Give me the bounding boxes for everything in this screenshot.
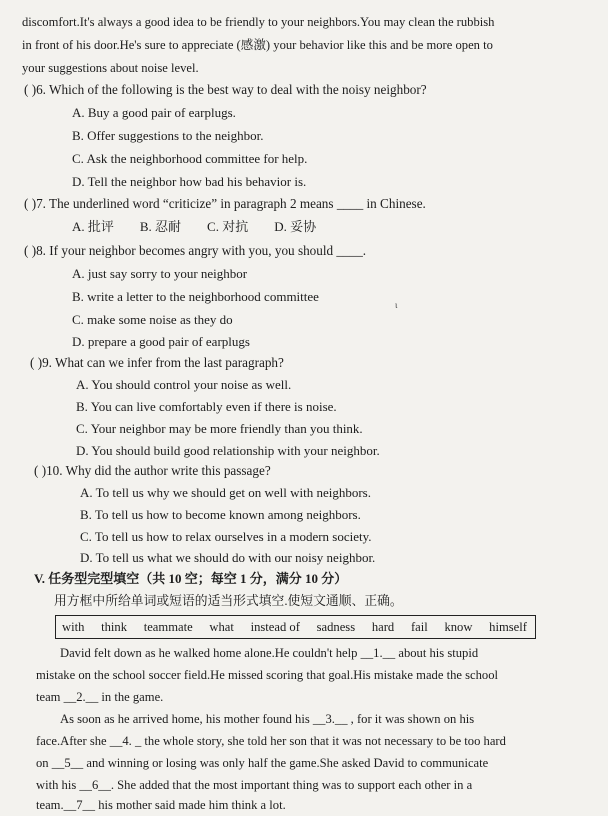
passage-line-2: in front of his door.He's sure to appreciate (感激) your behavior like this and be more open to	[22, 38, 493, 52]
stray-pen-mark: ι	[395, 300, 398, 310]
question-8-option-d: D. prepare a good pair of earplugs	[72, 334, 250, 349]
cloze-line-8: team.__7__ his mother said made him think a lot.	[36, 798, 286, 812]
question-6-stem: ( )6. Which of the following is the best way to deal with the noisy neighbor?	[24, 82, 427, 97]
cloze-line-7: with his __6__. She added that the most important thing was to support each other in a	[36, 778, 473, 792]
cloze-line-3: team __2.__ in the game.	[36, 690, 164, 704]
section-v-instruction: 用方框中所给单词或短语的适当形式填空.使短文通顺、正确。	[54, 594, 403, 608]
word-box-item: with	[62, 619, 85, 634]
question-7-stem: ( )7. The underlined word “criticize” in paragraph 2 means ____ in Chinese.	[24, 196, 426, 211]
question-7-options: A. 批评 B. 忍耐 C. 对抗 D. 妥协	[72, 219, 317, 234]
question-10-option-c: C. To tell us how to relax ourselves in a modern society.	[80, 529, 372, 544]
question-10-option-d: D. To tell us what we should do with our noisy neighbor.	[80, 550, 376, 565]
question-9-option-c: C. Your neighbor may be more friendly than you think.	[76, 421, 363, 436]
word-box-item: know	[444, 619, 473, 634]
passage-line-1: discomfort.It's always a good idea to be friendly to your neighbors.You may clean the rubbish	[22, 15, 495, 29]
question-6-option-a: A. Buy a good pair of earplugs.	[72, 105, 236, 120]
question-8-option-a: A. just say sorry to your neighbor	[72, 266, 248, 281]
question-10-option-a: A. To tell us why we should get on well with neighbors.	[80, 485, 371, 500]
question-6-option-b: B. Offer suggestions to the neighbor.	[72, 128, 264, 143]
word-box-item: instead of	[250, 619, 300, 634]
question-10-stem: ( )10. Why did the author write this passage?	[34, 463, 271, 478]
question-8-option-b: B. write a letter to the neighborhood committee	[72, 289, 319, 304]
cloze-line-4: As soon as he arrived home, his mother found his __3.__ , for it was shown on his	[60, 712, 475, 726]
word-box-item: what	[209, 619, 234, 634]
word-box-item: teammate	[143, 619, 193, 634]
question-10-option-b: B. To tell us how to become known among neighbors.	[80, 507, 361, 522]
word-box-item: himself	[489, 619, 527, 634]
word-box-item: fail	[410, 619, 428, 634]
question-9-option-b: B. You can live comfortably even if there is noise.	[76, 399, 337, 414]
word-box	[55, 615, 536, 639]
question-9-stem: ( )9. What can we infer from the last paragraph?	[30, 355, 284, 370]
question-9-option-a: A. You should control your noise as well.	[76, 377, 292, 392]
question-8-option-c: C. make some noise as they do	[72, 312, 233, 327]
word-box-item: hard	[371, 619, 395, 634]
cloze-line-5: face.After she __4. _ the whole story, she told her son that it was not necessary to be too hard	[36, 734, 506, 748]
cloze-line-6: on __5__ and winning or losing was only half the game.She asked David to communicate	[36, 756, 489, 770]
cloze-line-2: mistake on the school soccer field.He missed scoring that goal.His mistake made the school	[36, 668, 499, 682]
passage-line-3: your suggestions about noise level.	[22, 61, 199, 75]
question-9-option-d: D. You should build good relationship with your neighbor.	[76, 443, 380, 458]
section-v-title: V. 任务型完型填空（共 10 空；每空 1 分，满分 10 分）	[34, 571, 348, 586]
word-box-item: sadness	[316, 619, 356, 634]
question-8-stem: ( )8. If your neighbor becomes angry with you, you should ____.	[24, 243, 367, 258]
question-6-option-c: C. Ask the neighborhood committee for help.	[72, 151, 308, 166]
cloze-line-1: David felt down as he walked home alone.He couldn't help __1.__ about his stupid	[60, 646, 479, 660]
question-6-option-d: D. Tell the neighbor how bad his behavior is.	[72, 174, 307, 189]
word-box-item: think	[101, 619, 127, 634]
